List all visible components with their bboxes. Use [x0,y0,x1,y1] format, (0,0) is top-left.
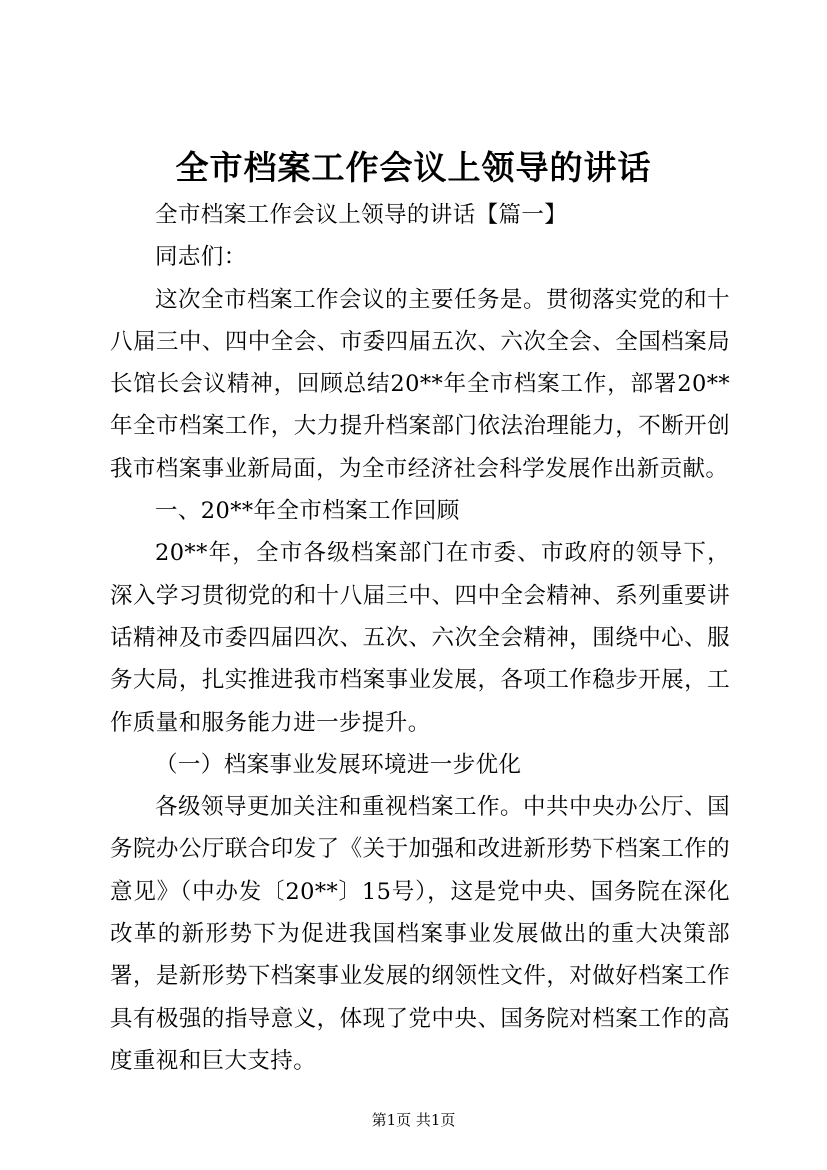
body-paragraph: 这次全市档案工作会议的主要任务是。贯彻落实党的和十八届三中、四中全会、市委四届五次、六次全会、全国档案局长馆长会议精神，回顾总结20**年全市档案工作，部署20**年全市档案工作，大力提升档案部门依法治理能力，不断开创我市档案事业新局面，为全市经济社会科学发展作出新贡献。 [110,286,730,482]
body-paragraph: 20**年，全市各级档案部门在市委、市政府的领导下，深入学习贯彻党的和十八届三中、四中全会精神、系列重要讲话精神及市委四届四次、五次、六次全会精神，围绕中心、服务大局，扎实推进我市档案事业发展，各项工作稳步开展，工作质量和服务能力进一步提升。 [110,540,730,736]
subsection-heading-environment: （一）档案事业发展环境进一步优化 [155,751,522,778]
body-paragraph: 各级领导更加关注和重视档案工作。中共中央办公厅、国务院办公厅联合印发了《关于加强和改进新形势下档案工作的意见》（中办发〔20**〕15号），这是党中央、国务院在深化改革的新形势下为促进我国档案事业发展做出的重大决策部署，是新形势下档案事业发展的纲领性文件，对做好档案工作具有极强的指导意义，体现了党中央、国务院对档案工作的高度重视和巨大支持。 [110,794,730,1074]
salutation: 同志们： [155,244,247,271]
section-heading-review: 一、20**年全市档案工作回顾 [155,498,460,525]
page-footer: 第1页 共1页 [371,1111,456,1129]
document-body [110,194,730,1082]
section-heading-part-one: 全市档案工作会议上领导的讲话【篇一】 [155,202,568,228]
document-title: 全市档案工作会议上领导的讲话 [175,148,652,187]
